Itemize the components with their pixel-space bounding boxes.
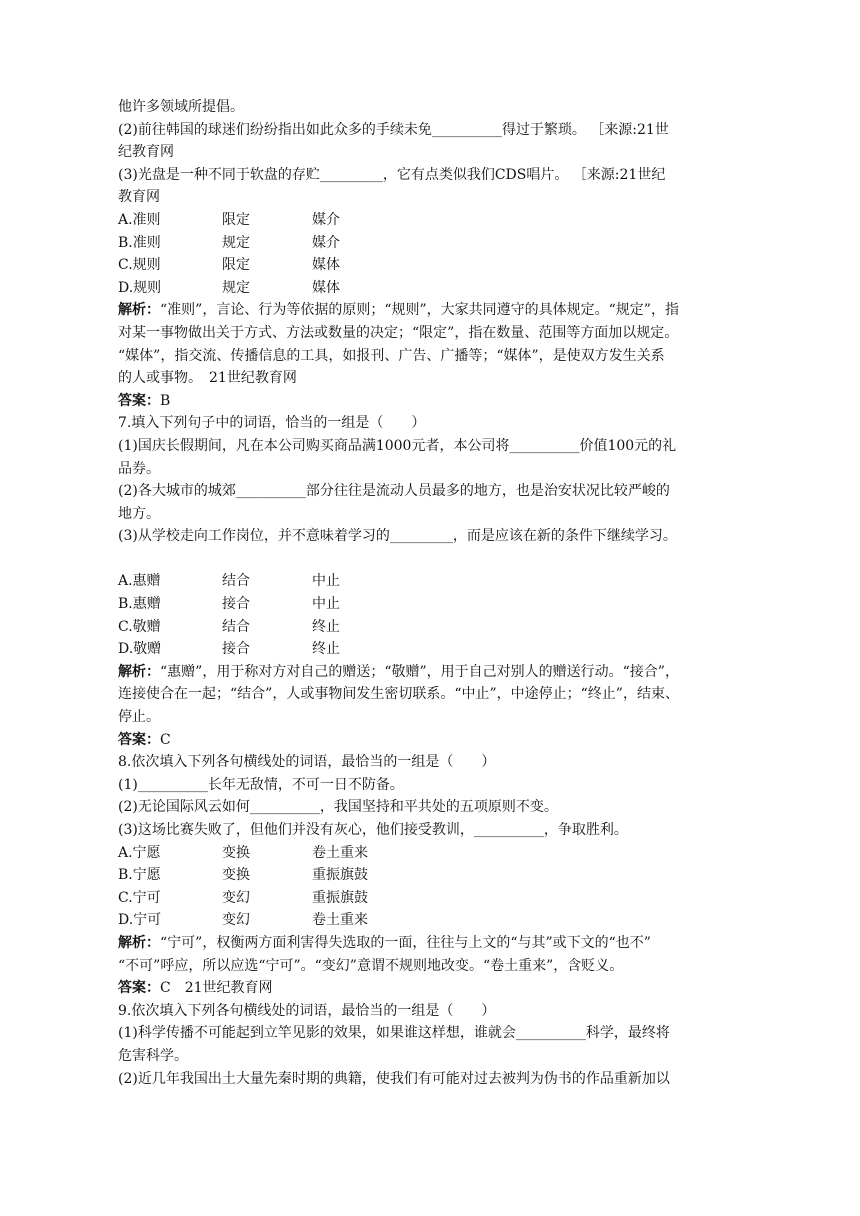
answer-label: 答案： [118, 392, 160, 409]
option-d: D.规则 规定 媒体 [118, 279, 340, 296]
document-page [118, 96, 742, 1090]
option-c: C.宁可 变幻 重振旗鼓 [118, 889, 368, 906]
sentence-2: (2)无论国际风云如何__________，我国坚持和平共处的五项原则不变。 [118, 799, 558, 816]
option-b: B.惠赠 接合 中止 [118, 596, 340, 613]
answer: 答案：C [118, 731, 171, 748]
option-c: C.规则 限定 媒体 [118, 257, 340, 274]
blank-line [118, 548, 742, 571]
answer-label: 答案： [118, 731, 160, 748]
sentence-1-cont: 品券。 [118, 460, 160, 477]
option-b: B.准则 规定 媒介 [118, 234, 340, 251]
answer-label: 答案： [118, 980, 160, 997]
sentence-3: (3)这场比赛失败了，但他们并没有灰心，他们接受教训，__________，争取胜利。 [118, 822, 628, 838]
analysis: 解析：“准则”，言论、行为等依据的原则；“规则”，大家共同遵守的具体规定。“规定”，指 [118, 302, 679, 319]
answer: 答案：C 21世纪教育网 [118, 980, 273, 997]
sentence-3: (3)光盘是一种不同于软盘的存贮_________，它有点类似我们CDS唱片。 ［来源:21世纪 [118, 166, 666, 183]
analysis-line: 的人或事物。 21世纪教育网 [118, 370, 297, 387]
sentence-2-cont: 纪教育网 [118, 144, 174, 161]
sentence-1: (1)__________长年无敌情，不可一日不防备。 [118, 776, 404, 793]
sentence-2: (2)各大城市的城郊__________部分往往是流动人员最多的地方，也是治安状况比较严峻的 [118, 483, 670, 500]
option-a: A.准则 限定 媒介 [118, 211, 340, 228]
option-a: A.惠赠 结合 中止 [118, 573, 340, 590]
analysis-line: “不可”呼应，所以应选“宁可”。“变幻”意谓不规则地改变。“卷土重来”，含贬义。 [118, 957, 624, 974]
analysis-line: 对某一事物做出关于方式、方法或数量的决定；“限定”，指在数量、范围等方面加以规定。 [118, 324, 679, 341]
option-b: B.宁愿 变换 重振旗鼓 [118, 867, 368, 884]
analysis-label: 解析： [118, 302, 160, 319]
analysis: 解析：“惠赠”，用于称对方对自己的赠送；“敬赠”，用于自己对别人的赠送行动。“接合”， [118, 663, 679, 680]
option-d: D.宁可 变幻 卷土重来 [118, 912, 368, 929]
sentence-2-cont: 地方。 [118, 505, 160, 522]
option-c: C.敬赠 结合 终止 [118, 618, 340, 635]
text-line: 他许多领域所提倡。 [118, 99, 244, 115]
sentence-2: (2)前往韩国的球迷们纷纷指出如此众多的手续未免__________得过于繁琐。 ［来源:21世 [118, 121, 669, 138]
sentence-3-cont: 教育网 [118, 189, 160, 206]
analysis-label: 解析： [118, 934, 160, 951]
question-title: 7.填入下列句子中的词语，恰当的一组是（ ） [118, 415, 426, 432]
sentence-1-cont: 危害科学。 [118, 1047, 188, 1064]
analysis: 解析：“宁可”，权衡两方面利害得失选取的一面，往往与上文的“与其”或下文的“也不” [118, 934, 651, 951]
sentence-3: (3)从学校走向工作岗位，并不意味着学习的_________，而是应该在新的条件下继续学习。 [118, 528, 677, 545]
question-title: 8.依次填入下列各句横线处的词语，最恰当的一组是（ ） [118, 754, 496, 771]
sentence-1: (1)科学传播不可能起到立竿见影的效果，如果谁这样想，谁就会__________科学，最终将 [118, 1025, 670, 1042]
analysis-line: 连接使合在一起；“结合”，人或事物间发生密切联系。“中止”，中途停止；“终止”，结束、 [118, 686, 679, 703]
sentence-2: (2)近几年我国出土大量先秦时期的典籍，使我们有可能对过去被判为伪书的作品重新加以 [118, 1070, 670, 1087]
question-title: 9.依次填入下列各句横线处的词语，最恰当的一组是（ ） [118, 1002, 496, 1019]
analysis-label: 解析： [118, 663, 160, 680]
option-a: A.宁愿 变换 卷土重来 [118, 844, 368, 861]
option-d: D.敬赠 接合 终止 [118, 641, 340, 658]
analysis-line: “媒体”，指交流、传播信息的工具，如报刊、广告、广播等；“媒体”，是使双方发生关系 [118, 347, 665, 364]
answer: 答案：B [118, 392, 171, 409]
analysis-line: 停止。 [118, 709, 160, 726]
sentence-1: (1)国庆长假期间，凡在本公司购买商品满1000元者，本公司将__________价值100元的礼 [118, 437, 677, 454]
